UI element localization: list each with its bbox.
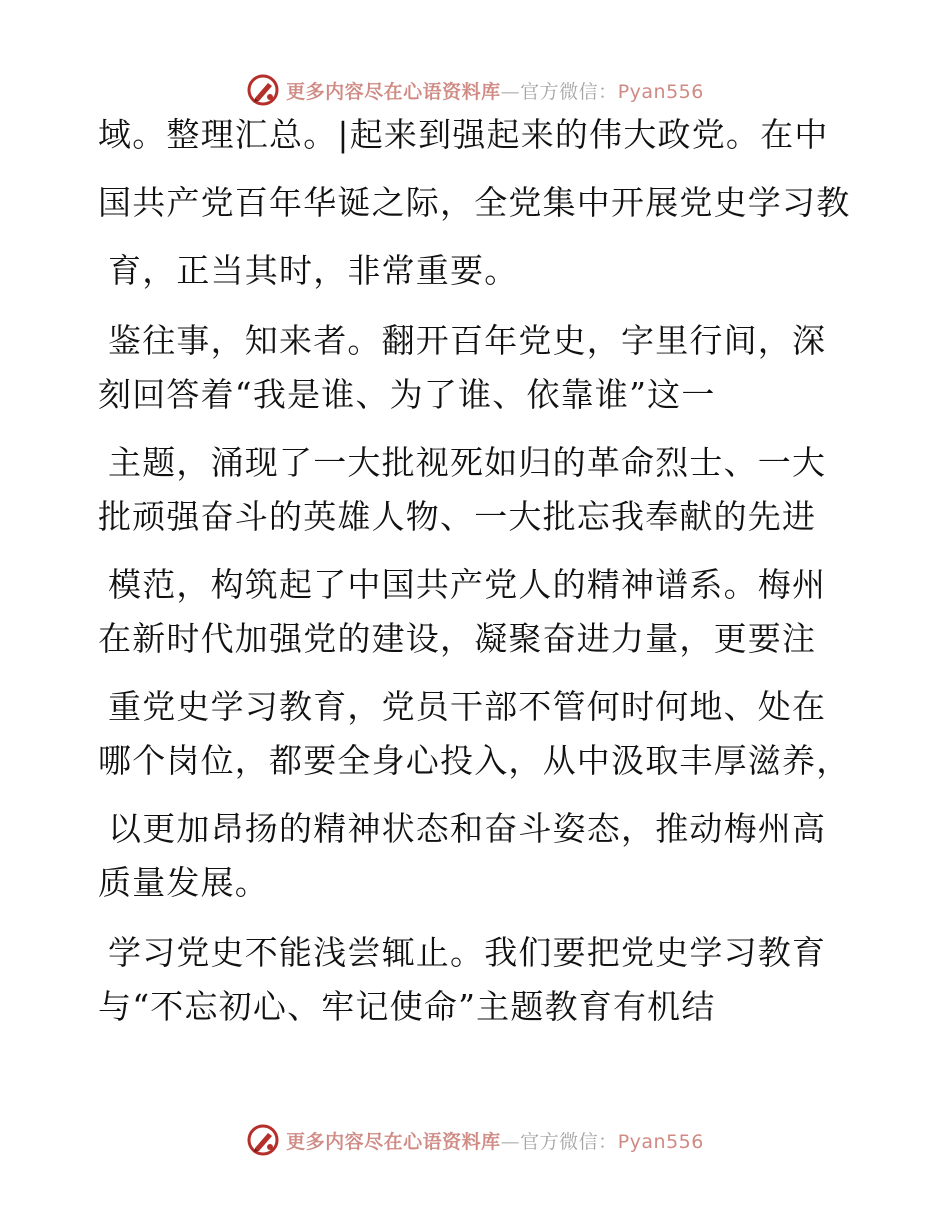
banner-brand: 更多内容尽在心语资料库 (286, 80, 501, 103)
text-line: 质量发展。 (98, 863, 269, 902)
text-line: 主题，涌现了一大批视死如归的革命烈士、一大 (108, 443, 827, 482)
banner-brand: 更多内容尽在心语资料库 (286, 1130, 501, 1153)
pen-in-circle-icon (246, 1123, 280, 1157)
header-banner (0, 70, 950, 110)
banner-separator: — (500, 80, 521, 103)
text-line: 哪个岗位，都要全身心投入，从中汲取丰厚滋养， (98, 741, 851, 780)
banner-wechat-id: Pyan556 (617, 1130, 704, 1153)
body-text (98, 115, 858, 1026)
text-line: 域。整理汇总。|起来到强起来的伟大政党。在中 (98, 115, 829, 154)
text-line: 刻回答着“我是谁、为了谁、依靠谁”这一 (98, 375, 716, 414)
text-line: 育，正当其时，非常重要。 (108, 251, 519, 290)
banner-wechat-id: Pyan556 (617, 80, 704, 103)
text-line: 模范，构筑起了中国共产党人的精神谱系。梅州 (108, 565, 827, 604)
pen-in-circle-icon (246, 73, 280, 107)
banner-official: 官方微信： (520, 1130, 618, 1153)
footer-banner-text (286, 1127, 704, 1154)
text-line: 与“不忘初心、牢记使命”主题教育有机结 (98, 987, 716, 1026)
text-line: 国共产党百年华诞之际，全党集中开展党史学习教 (98, 183, 851, 222)
banner-official: 官方微信： (520, 80, 618, 103)
text-line: 批顽强奋斗的英雄人物、一大批忘我奉献的先进 (98, 497, 817, 536)
text-line: 重党史学习教育，党员干部不管何时何地、处在 (108, 687, 827, 726)
text-line: 鉴往事，知来者。翻开百年党史，字里行间，深 (108, 321, 827, 360)
text-line: 学习党史不能浅尝辄止。我们要把党史学习教育 (108, 933, 827, 972)
header-banner-text (286, 77, 704, 104)
footer-banner (0, 1120, 950, 1160)
text-line: 在新时代加强党的建设，凝聚奋进力量，更要注 (98, 619, 817, 658)
banner-separator: — (500, 1130, 521, 1153)
text-line: 以更加昂扬的精神状态和奋斗姿态，推动梅州高 (108, 809, 827, 848)
